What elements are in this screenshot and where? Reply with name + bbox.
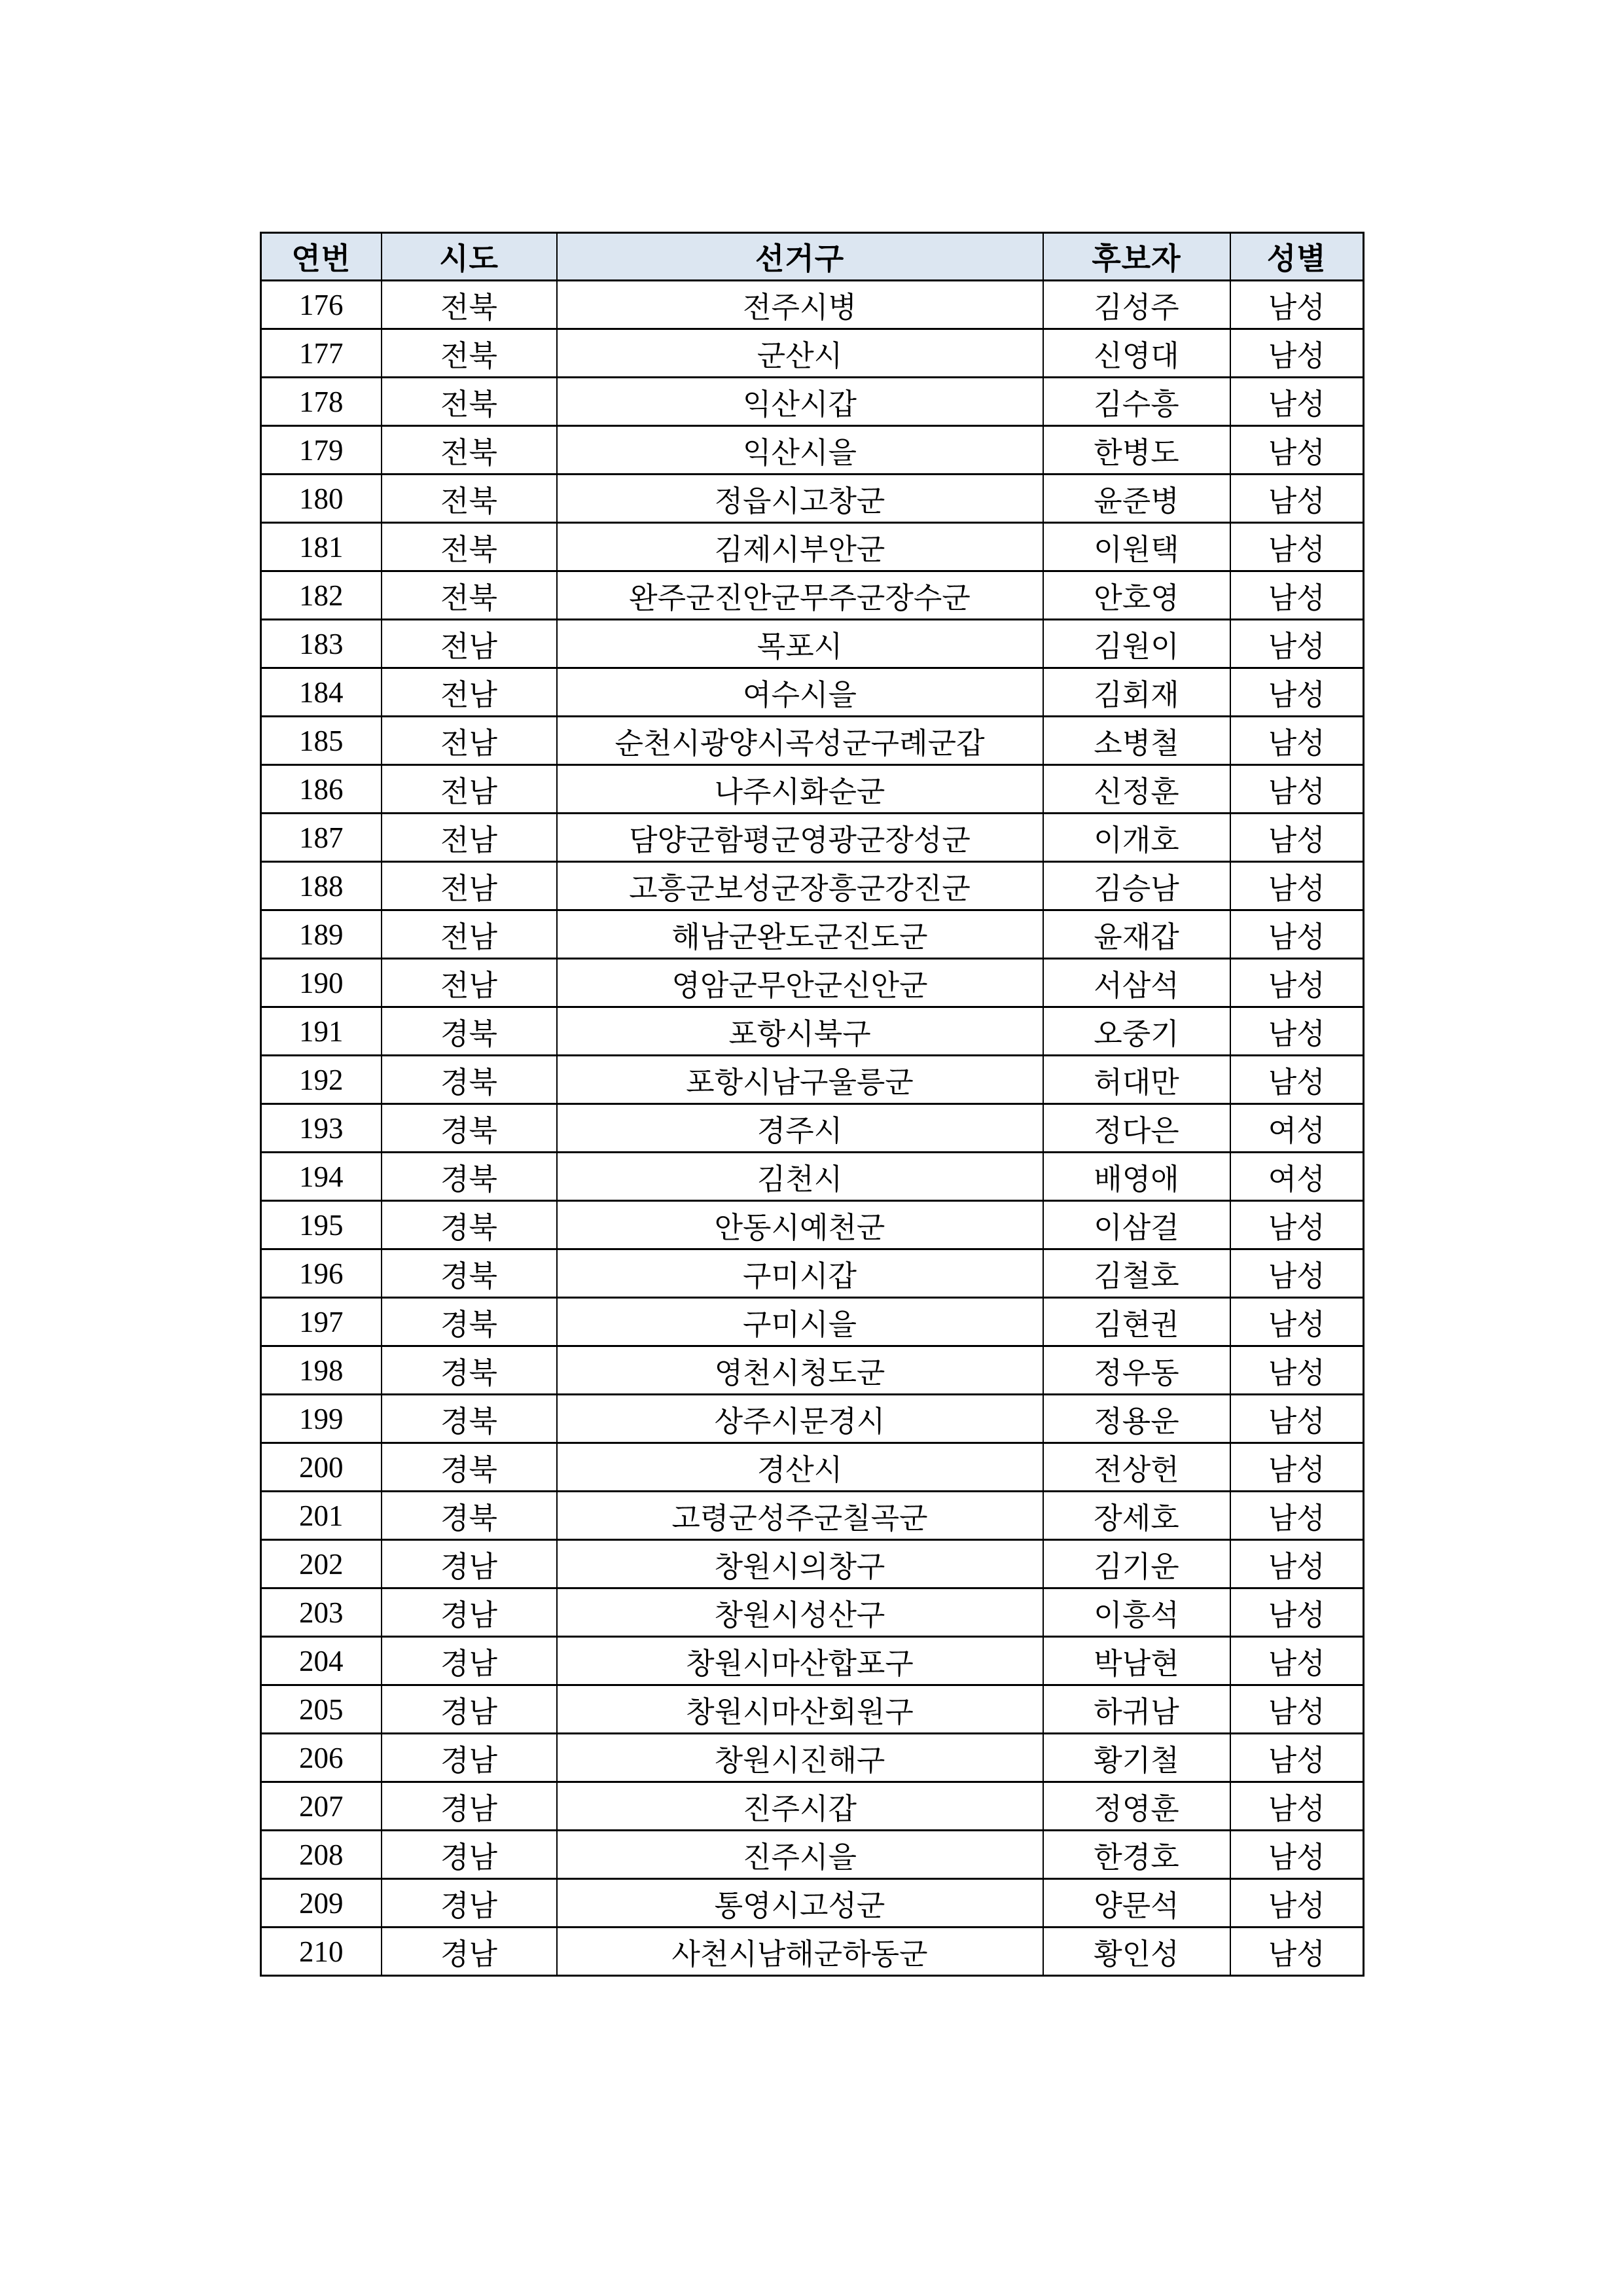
table-row [261, 1249, 1364, 1298]
cell-no: 194 [261, 1153, 382, 1201]
cell-district: 경주시 [557, 1104, 1043, 1153]
cell-district: 담양군함평군영광군장성군 [557, 814, 1043, 862]
cell-candidate: 김승남 [1043, 862, 1230, 910]
table-row [261, 765, 1364, 814]
cell-no: 206 [261, 1734, 382, 1782]
cell-no: 179 [261, 426, 382, 475]
table-body [261, 281, 1364, 1976]
table-row [261, 620, 1364, 668]
cell-gender: 남성 [1230, 1831, 1364, 1879]
cell-sido: 경남 [382, 1782, 557, 1831]
table-row [261, 1637, 1364, 1685]
cell-sido: 전북 [382, 426, 557, 475]
cell-district: 전주시병 [557, 281, 1043, 329]
cell-no: 177 [261, 329, 382, 378]
cell-district: 영천시청도군 [557, 1346, 1043, 1395]
cell-no: 185 [261, 717, 382, 765]
cell-sido: 전남 [382, 765, 557, 814]
cell-no: 192 [261, 1056, 382, 1104]
cell-no: 184 [261, 668, 382, 717]
cell-gender: 남성 [1230, 620, 1364, 668]
cell-sido: 경남 [382, 1588, 557, 1637]
cell-no: 210 [261, 1928, 382, 1976]
cell-district: 사천시남해군하동군 [557, 1928, 1043, 1976]
cell-district: 포항시남구울릉군 [557, 1056, 1043, 1104]
cell-district: 창원시진해구 [557, 1734, 1043, 1782]
cell-gender: 남성 [1230, 1879, 1364, 1928]
cell-no: 191 [261, 1007, 382, 1056]
cell-district: 통영시고성군 [557, 1879, 1043, 1928]
cell-district: 김천시 [557, 1153, 1043, 1201]
cell-sido: 경남 [382, 1831, 557, 1879]
cell-candidate: 김회재 [1043, 668, 1230, 717]
cell-candidate: 박남현 [1043, 1637, 1230, 1685]
table-row [261, 1104, 1364, 1153]
cell-sido: 경남 [382, 1685, 557, 1734]
cell-gender: 남성 [1230, 910, 1364, 959]
cell-no: 195 [261, 1201, 382, 1249]
cell-district: 나주시화순군 [557, 765, 1043, 814]
cell-candidate: 윤재갑 [1043, 910, 1230, 959]
cell-district: 구미시갑 [557, 1249, 1043, 1298]
table-row [261, 814, 1364, 862]
cell-candidate: 안호영 [1043, 571, 1230, 620]
cell-district: 고흥군보성군장흥군강진군 [557, 862, 1043, 910]
cell-district: 목포시 [557, 620, 1043, 668]
cell-sido: 전북 [382, 281, 557, 329]
cell-gender: 여성 [1230, 1104, 1364, 1153]
cell-sido: 전남 [382, 620, 557, 668]
cell-sido: 전남 [382, 814, 557, 862]
table-row [261, 378, 1364, 426]
cell-sido: 전북 [382, 329, 557, 378]
cell-district: 창원시성산구 [557, 1588, 1043, 1637]
table-row [261, 1782, 1364, 1831]
cell-gender: 남성 [1230, 1443, 1364, 1492]
cell-candidate: 정다은 [1043, 1104, 1230, 1153]
cell-candidate: 김기운 [1043, 1540, 1230, 1588]
cell-candidate: 이흥석 [1043, 1588, 1230, 1637]
cell-no: 178 [261, 378, 382, 426]
cell-district: 진주시을 [557, 1831, 1043, 1879]
cell-district: 여수시을 [557, 668, 1043, 717]
cell-candidate: 정용운 [1043, 1395, 1230, 1443]
cell-candidate: 하귀남 [1043, 1685, 1230, 1734]
cell-candidate: 양문석 [1043, 1879, 1230, 1928]
table-row [261, 1879, 1364, 1928]
cell-gender: 남성 [1230, 668, 1364, 717]
cell-candidate: 김성주 [1043, 281, 1230, 329]
cell-sido: 전북 [382, 523, 557, 571]
table-row [261, 959, 1364, 1007]
cell-no: 199 [261, 1395, 382, 1443]
cell-sido: 전북 [382, 571, 557, 620]
cell-district: 창원시마산회원구 [557, 1685, 1043, 1734]
cell-candidate: 이원택 [1043, 523, 1230, 571]
cell-no: 196 [261, 1249, 382, 1298]
table-row [261, 281, 1364, 329]
cell-sido: 전남 [382, 910, 557, 959]
cell-no: 183 [261, 620, 382, 668]
table-row [261, 571, 1364, 620]
cell-district: 고령군성주군칠곡군 [557, 1492, 1043, 1540]
table-row [261, 523, 1364, 571]
cell-sido: 경남 [382, 1637, 557, 1685]
table-row [261, 1056, 1364, 1104]
table-row [261, 1685, 1364, 1734]
cell-candidate: 허대만 [1043, 1056, 1230, 1104]
cell-no: 188 [261, 862, 382, 910]
cell-gender: 남성 [1230, 862, 1364, 910]
cell-gender: 남성 [1230, 281, 1364, 329]
cell-gender: 남성 [1230, 1492, 1364, 1540]
table-row [261, 1492, 1364, 1540]
cell-candidate: 김원이 [1043, 620, 1230, 668]
cell-gender: 남성 [1230, 426, 1364, 475]
table-row [261, 1734, 1364, 1782]
cell-gender: 남성 [1230, 959, 1364, 1007]
cell-district: 영암군무안군신안군 [557, 959, 1043, 1007]
cell-gender: 남성 [1230, 1540, 1364, 1588]
cell-sido: 경남 [382, 1734, 557, 1782]
cell-no: 190 [261, 959, 382, 1007]
cell-candidate: 한경호 [1043, 1831, 1230, 1879]
column-header-gender: 성별 [1230, 233, 1364, 281]
cell-no: 193 [261, 1104, 382, 1153]
cell-gender: 남성 [1230, 1395, 1364, 1443]
cell-candidate: 황기철 [1043, 1734, 1230, 1782]
cell-no: 198 [261, 1346, 382, 1395]
cell-sido: 경북 [382, 1443, 557, 1492]
cell-candidate: 김현권 [1043, 1298, 1230, 1346]
cell-candidate: 윤준병 [1043, 475, 1230, 523]
cell-candidate: 소병철 [1043, 717, 1230, 765]
cell-no: 187 [261, 814, 382, 862]
cell-district: 구미시을 [557, 1298, 1043, 1346]
cell-sido: 전북 [382, 378, 557, 426]
cell-gender: 남성 [1230, 378, 1364, 426]
cell-sido: 경북 [382, 1395, 557, 1443]
cell-no: 208 [261, 1831, 382, 1879]
table-row [261, 1395, 1364, 1443]
cell-no: 197 [261, 1298, 382, 1346]
table-row [261, 668, 1364, 717]
cell-candidate: 오중기 [1043, 1007, 1230, 1056]
table-row [261, 1540, 1364, 1588]
column-header-district: 선거구 [557, 233, 1043, 281]
header-row [261, 233, 1364, 281]
cell-gender: 남성 [1230, 1685, 1364, 1734]
cell-district: 상주시문경시 [557, 1395, 1043, 1443]
cell-no: 181 [261, 523, 382, 571]
cell-candidate: 이개호 [1043, 814, 1230, 862]
cell-sido: 전남 [382, 668, 557, 717]
table-row [261, 329, 1364, 378]
cell-no: 189 [261, 910, 382, 959]
cell-candidate: 신영대 [1043, 329, 1230, 378]
column-header-candidate: 후보자 [1043, 233, 1230, 281]
cell-district: 창원시의창구 [557, 1540, 1043, 1588]
cell-sido: 경남 [382, 1879, 557, 1928]
cell-candidate: 신정훈 [1043, 765, 1230, 814]
table-row [261, 475, 1364, 523]
cell-district: 김제시부안군 [557, 523, 1043, 571]
cell-sido: 경남 [382, 1540, 557, 1588]
table-row [261, 1298, 1364, 1346]
cell-gender: 남성 [1230, 1346, 1364, 1395]
cell-district: 정읍시고창군 [557, 475, 1043, 523]
cell-district: 완주군진안군무주군장수군 [557, 571, 1043, 620]
cell-candidate: 정영훈 [1043, 1782, 1230, 1831]
table-row [261, 717, 1364, 765]
cell-gender: 남성 [1230, 329, 1364, 378]
cell-no: 180 [261, 475, 382, 523]
cell-gender: 남성 [1230, 1201, 1364, 1249]
cell-gender: 남성 [1230, 1637, 1364, 1685]
cell-no: 201 [261, 1492, 382, 1540]
cell-sido: 경북 [382, 1346, 557, 1395]
cell-sido: 경북 [382, 1201, 557, 1249]
cell-gender: 남성 [1230, 523, 1364, 571]
cell-sido: 전남 [382, 959, 557, 1007]
cell-district: 순천시광양시곡성군구례군갑 [557, 717, 1043, 765]
cell-candidate: 배영애 [1043, 1153, 1230, 1201]
cell-sido: 경북 [382, 1153, 557, 1201]
cell-district: 포항시북구 [557, 1007, 1043, 1056]
cell-district: 진주시갑 [557, 1782, 1043, 1831]
cell-sido: 경북 [382, 1104, 557, 1153]
cell-gender: 남성 [1230, 1588, 1364, 1637]
cell-gender: 남성 [1230, 475, 1364, 523]
column-header-sido: 시도 [382, 233, 557, 281]
cell-candidate: 황인성 [1043, 1928, 1230, 1976]
cell-candidate: 정우동 [1043, 1346, 1230, 1395]
cell-candidate: 이삼걸 [1043, 1201, 1230, 1249]
cell-sido: 경북 [382, 1007, 557, 1056]
cell-sido: 경북 [382, 1492, 557, 1540]
cell-district: 안동시예천군 [557, 1201, 1043, 1249]
table-row [261, 1153, 1364, 1201]
cell-no: 186 [261, 765, 382, 814]
candidate-table [260, 232, 1364, 1977]
table-row [261, 426, 1364, 475]
cell-gender: 남성 [1230, 1056, 1364, 1104]
cell-sido: 경북 [382, 1056, 557, 1104]
cell-candidate: 김수흥 [1043, 378, 1230, 426]
cell-sido: 경북 [382, 1249, 557, 1298]
cell-candidate: 장세호 [1043, 1492, 1230, 1540]
cell-sido: 전북 [382, 475, 557, 523]
cell-no: 205 [261, 1685, 382, 1734]
cell-district: 군산시 [557, 329, 1043, 378]
cell-no: 202 [261, 1540, 382, 1588]
cell-sido: 경북 [382, 1298, 557, 1346]
table-row [261, 1588, 1364, 1637]
table-row [261, 1831, 1364, 1879]
table-row [261, 1346, 1364, 1395]
cell-no: 176 [261, 281, 382, 329]
cell-no: 207 [261, 1782, 382, 1831]
cell-candidate: 김철호 [1043, 1249, 1230, 1298]
table-row [261, 910, 1364, 959]
cell-gender: 여성 [1230, 1153, 1364, 1201]
column-header-no: 연번 [261, 233, 382, 281]
cell-sido: 경남 [382, 1928, 557, 1976]
table-row [261, 1928, 1364, 1976]
cell-candidate: 전상헌 [1043, 1443, 1230, 1492]
cell-gender: 남성 [1230, 571, 1364, 620]
cell-gender: 남성 [1230, 1007, 1364, 1056]
cell-no: 200 [261, 1443, 382, 1492]
cell-no: 204 [261, 1637, 382, 1685]
cell-candidate: 한병도 [1043, 426, 1230, 475]
cell-gender: 남성 [1230, 1782, 1364, 1831]
table-row [261, 1443, 1364, 1492]
cell-district: 해남군완도군진도군 [557, 910, 1043, 959]
cell-gender: 남성 [1230, 765, 1364, 814]
cell-sido: 전남 [382, 717, 557, 765]
cell-no: 209 [261, 1879, 382, 1928]
cell-gender: 남성 [1230, 814, 1364, 862]
cell-no: 182 [261, 571, 382, 620]
cell-district: 익산시을 [557, 426, 1043, 475]
cell-candidate: 서삼석 [1043, 959, 1230, 1007]
cell-gender: 남성 [1230, 1734, 1364, 1782]
cell-district: 익산시갑 [557, 378, 1043, 426]
cell-gender: 남성 [1230, 717, 1364, 765]
table-row [261, 1201, 1364, 1249]
cell-district: 창원시마산합포구 [557, 1637, 1043, 1685]
table-row [261, 1007, 1364, 1056]
cell-gender: 남성 [1230, 1928, 1364, 1976]
cell-gender: 남성 [1230, 1249, 1364, 1298]
cell-sido: 전남 [382, 862, 557, 910]
cell-gender: 남성 [1230, 1298, 1364, 1346]
cell-no: 203 [261, 1588, 382, 1637]
cell-district: 경산시 [557, 1443, 1043, 1492]
table-row [261, 862, 1364, 910]
